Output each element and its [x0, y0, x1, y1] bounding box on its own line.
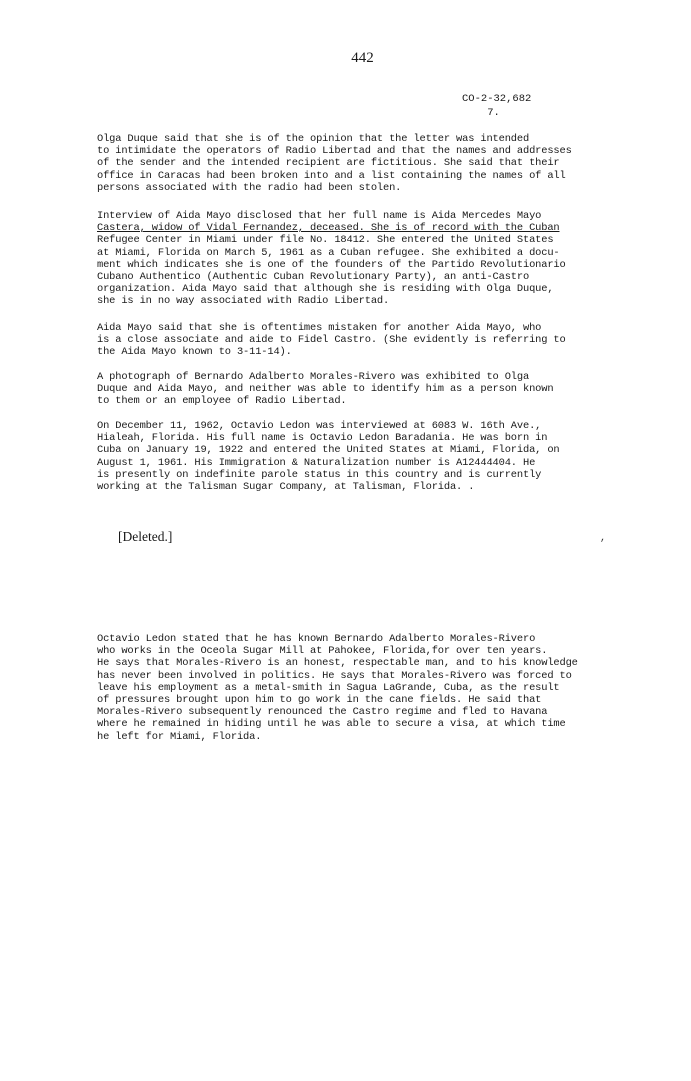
paragraph-octavio-ledon-interview [97, 420, 583, 493]
text-line: to them or an employee of Radio Libertad. [97, 395, 347, 408]
file-page: 7. [487, 107, 500, 119]
text-line: Duque and Aida Mayo, and neither was able to identify him as a person known [97, 383, 554, 396]
paragraph-octavio-ledon-statement [97, 633, 583, 743]
text-line: Refugee Center in Miami under file No. 18412. She entered the United States [97, 234, 554, 247]
text-line: is a close associate and aide to Fidel Castro. (She evidently is referring to [97, 334, 566, 347]
text-line: Cuba on January 19, 1922 and entered the United States at Miami, Florida, on [97, 444, 560, 457]
text-line: the Aida Mayo known to 3-11-14). [97, 346, 292, 359]
text-line: ment which indicates she is one of the founders of the Partido Revolutionario [97, 258, 566, 271]
text-line: she is in no way associated with Radio Libertad. [97, 295, 390, 308]
text-line: Olga Duque said that she is of the opinion that the letter was intended [97, 133, 530, 145]
text-line: of pressures brought upon him to go work in the cane fields. He said that [97, 694, 542, 707]
text-line: Morales-Rivero subsequently renounced the Castro regime and fled to Havana [97, 706, 548, 719]
text-line: working at the Talisman Sugar Company, at Talisman, Florida. . [97, 481, 475, 494]
text-line: office in Caracas had been broken into and a list containing the names of all [97, 169, 566, 182]
text-line: Aida Mayo said that she is oftentimes mistaken for another Aida Mayo, who [97, 322, 542, 334]
text-line: to intimidate the operators of Radio Libertad and that the names and addresses [97, 145, 572, 158]
text-line: at Miami, Florida on March 5, 1961 as a Cuban refugee. She exhibited a docu- [97, 246, 560, 259]
text-line: Interview of Aida Mayo disclosed that her full name is Aida Mercedes Mayo [97, 210, 542, 222]
text-line: is presently on indefinite parole status in this country and is currently [97, 468, 542, 481]
text-line: leave his employment as a metal-smith in Sagua LaGrande, Cuba, as the result [97, 681, 560, 694]
text-line: A photograph of Bernardo Adalberto Morales-Rivero was exhibited to Olga [97, 371, 530, 383]
text-line: persons associated with the radio had been stolen. [97, 181, 402, 194]
paragraph-aida-mayo-interview [97, 210, 583, 308]
text-line: of the sender and the intended recipient are fictitious. She said that their [97, 157, 560, 170]
page-number: 442 [351, 50, 374, 66]
text-line: Hialeah, Florida. His full name is Octavio Ledon Baradania. He was born in [97, 432, 548, 445]
paragraph-olga-duque-opinion [97, 133, 583, 194]
paragraph-photograph-exhibited [97, 371, 583, 408]
text-line: he left for Miami, Florida. [97, 730, 262, 743]
file-number: CO-2-32,682 [462, 93, 532, 105]
text-line: Castera, widow of Vidal Fernandez, deceased. She is of record with the Cuban [97, 222, 560, 235]
paragraph-aida-mayo-mistaken [97, 322, 583, 359]
text-line: where he remained in hiding until he was able to secure a visa, at which time [97, 718, 566, 731]
text-line: Octavio Ledon stated that he has known Bernardo Adalberto Morales-Rivero [97, 633, 536, 645]
text-line: who works in the Oceola Sugar Mill at Pahokee, Florida,for over ten years. [97, 645, 548, 658]
text-line: On December 11, 1962, Octavio Ledon was interviewed at 6083 W. 16th Ave., [97, 420, 542, 432]
text-line: August 1, 1961. His Immigration & Naturalization number is A12444404. He [97, 456, 536, 469]
text-line: organization. Aida Mayo said that although she is residing with Olga Duque, [97, 283, 554, 296]
text-line: Cubano Authentico (Authentic Cuban Revolutionary Party), an anti-Castro [97, 271, 530, 284]
deleted-note: [Deleted.] [118, 529, 173, 544]
stray-mark: , [600, 533, 607, 544]
file-reference [462, 92, 531, 120]
text-line: has never been involved in politics. He says that Morales-Rivero was forced to [97, 669, 572, 682]
text-line: He says that Morales-Rivero is an honest, respectable man, and to his knowledge [97, 657, 578, 670]
